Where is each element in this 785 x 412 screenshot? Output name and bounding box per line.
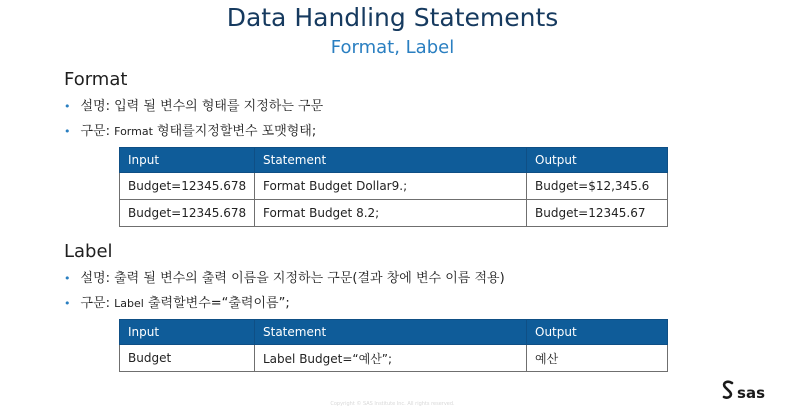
format-syntax-rest: 형태를지정할변수 포맷형태; (152, 124, 317, 139)
input-cell: Budget=12345.678 (120, 200, 255, 227)
format-table (119, 147, 668, 227)
column-header-output: Output (527, 148, 668, 173)
format-syntax-bullet (64, 123, 316, 141)
label-table (119, 319, 668, 372)
column-header-input: Input (120, 148, 255, 173)
input-cell: Budget=12345.678 (120, 173, 255, 200)
sas-s-logo-icon (721, 380, 735, 406)
format-description-bullet (64, 98, 323, 116)
table-row (120, 173, 668, 200)
output-cell: Budget=12345.67 (527, 200, 668, 227)
output-cell: 예산 (527, 345, 668, 372)
input-cell: Budget (120, 345, 255, 372)
column-header-input: Input (120, 320, 255, 345)
column-header-statement: Statement (255, 148, 527, 173)
table-header-row (120, 320, 668, 345)
sas-logo (721, 382, 765, 404)
label-description-text: 설명: 출력 될 변수의 출력 이름을 지정하는 구문(결과 창에 변수 이름 적용) (80, 271, 505, 286)
format-description-text: 설명: 입력 될 변수의 형태를 지정하는 구문 (80, 99, 324, 114)
format-syntax-keyword: Format (114, 125, 153, 138)
table-header-row (120, 148, 668, 173)
table-row (120, 345, 668, 372)
slide-subtitle: Format, Label (330, 37, 455, 58)
label-syntax-prefix: 구문: (80, 296, 115, 311)
statement-cell: Format Budget Dollar9.; (255, 173, 527, 200)
output-cell: Budget=$12,345.6 (527, 173, 668, 200)
label-description-bullet (64, 270, 505, 288)
label-syntax-bullet (64, 295, 290, 313)
copyright-note: Copyright © SAS Institute Inc. All rights reserved. (330, 401, 455, 407)
label-heading: Label (64, 241, 113, 262)
label-syntax-keyword: Label (114, 297, 144, 310)
format-syntax-prefix: 구문: (80, 124, 115, 139)
statement-cell: Label Budget=“예산”; (255, 345, 527, 372)
column-header-output: Output (527, 320, 668, 345)
bullet-dot-icon: • (64, 100, 71, 113)
format-heading: Format (64, 69, 128, 90)
bullet-dot-icon: • (64, 272, 71, 285)
label-syntax-rest: 출력할변수=“출력이름”; (143, 296, 290, 311)
sas-logo-text: sas (737, 384, 765, 402)
column-header-statement: Statement (255, 320, 527, 345)
slide-title: Data Handling Statements (226, 3, 559, 32)
statement-cell: Format Budget 8.2; (255, 200, 527, 227)
bullet-dot-icon: • (64, 125, 71, 138)
bullet-dot-icon: • (64, 297, 71, 310)
table-row (120, 200, 668, 227)
